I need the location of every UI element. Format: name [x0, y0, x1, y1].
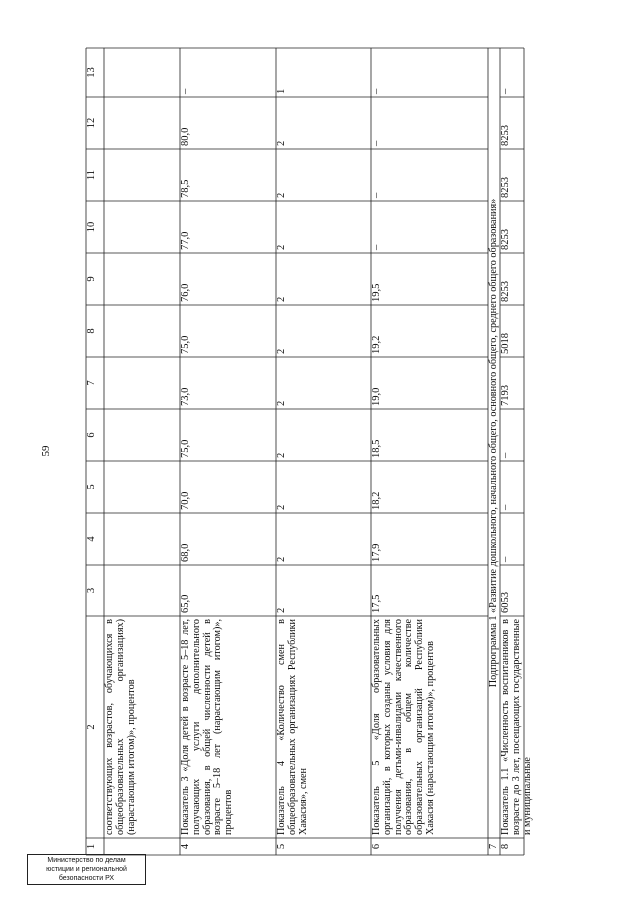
value-cell [104, 565, 180, 616]
indicator-value: 2 [276, 192, 287, 198]
indicator-value: 17,9 [371, 543, 382, 562]
indicator-name-cell [276, 616, 371, 838]
ministry-stamp [27, 854, 146, 885]
indicator-value: 8253 [500, 229, 511, 250]
value-cell [371, 357, 488, 409]
row-number-cell [104, 838, 180, 855]
indicator-value: – [500, 556, 511, 562]
header-cell [86, 565, 104, 616]
value-cell [276, 357, 371, 409]
indicator-value: – [180, 88, 191, 94]
indicator-value: 8253 [500, 281, 511, 302]
value-cell [180, 409, 276, 461]
value-cell [371, 565, 488, 616]
indicator-value: 17,5 [371, 594, 382, 613]
value-cell [104, 149, 180, 201]
value-cell [371, 305, 488, 357]
value-cell [104, 461, 180, 513]
value-cell [500, 461, 524, 513]
value-cell [180, 513, 276, 565]
header-label: 2 [86, 724, 97, 730]
indicator-value [105, 464, 181, 510]
indicator-value [105, 516, 181, 562]
header-cell [86, 305, 104, 357]
value-cell [371, 409, 488, 461]
value-cell [500, 357, 524, 409]
indicator-value [105, 360, 181, 406]
page-number: 59 [40, 445, 52, 457]
value-cell [180, 48, 276, 97]
indicator-value: 73,0 [180, 387, 191, 406]
header-cell [86, 409, 104, 461]
header-cell [86, 253, 104, 305]
indicator-name: Показатель 3 «Доля детей в возрасте 5–18 лет, получающих услуги дополнительного образования, в общей численности детей в возрасте 5–18 лет (нарастающим итогом)», процентов [180, 619, 235, 835]
header-label: 11 [86, 169, 97, 181]
value-cell [371, 97, 488, 149]
value-cell [276, 201, 371, 253]
indicator-value: 2 [276, 140, 287, 146]
indicators-table [86, 48, 533, 855]
indicator-value: 78,5 [180, 179, 191, 198]
header-label: 7 [86, 380, 97, 386]
row-number: 8 [500, 843, 511, 850]
section-title-cell [488, 48, 500, 838]
header-cell [86, 838, 104, 855]
header-label: 12 [86, 117, 97, 129]
indicator-value [105, 308, 181, 354]
header-label: 1 [86, 843, 97, 850]
indicator-name-cell [104, 616, 180, 838]
header-cell [86, 461, 104, 513]
value-cell [276, 565, 371, 616]
value-cell [104, 409, 180, 461]
header-cell [86, 513, 104, 565]
row-number-cell [500, 838, 524, 855]
header-cell [86, 357, 104, 409]
indicator-value: 2 [276, 400, 287, 406]
header-cell [86, 616, 104, 838]
section-title: Подпрограмма 1 «Развитие дошкольного, начального общего, основного общего, среднего общего образования» [488, 198, 499, 688]
indicator-value: – [371, 88, 382, 94]
indicator-value: 2 [276, 348, 287, 354]
indicator-value [105, 412, 181, 458]
value-cell [371, 513, 488, 565]
indicator-value: 19,0 [371, 387, 382, 406]
value-cell [180, 149, 276, 201]
header-label: 4 [86, 536, 97, 542]
indicator-name-cell [371, 616, 488, 838]
value-cell [180, 97, 276, 149]
value-cell [104, 305, 180, 357]
indicator-value: 80,0 [180, 127, 191, 146]
indicator-value: 6053 [500, 592, 511, 613]
indicator-value: 19,5 [371, 283, 382, 302]
indicator-value: 75,0 [180, 335, 191, 354]
value-cell [180, 201, 276, 253]
indicator-value: 70,0 [180, 491, 191, 510]
value-cell [276, 305, 371, 357]
stamp-line: Министерство по делам [47, 857, 126, 864]
value-cell [104, 97, 180, 149]
value-cell [371, 48, 488, 97]
indicator-name: соответствующих возрастов, обучающихся в общеобразовательных организациях) (нарастающим итогом)», процентов [104, 619, 137, 835]
indicator-value: – [371, 140, 382, 146]
header-cell [86, 201, 104, 253]
value-cell [500, 513, 524, 565]
row-number-cell [180, 838, 276, 855]
indicator-name-cell [500, 616, 533, 838]
indicator-value: 19,2 [371, 335, 382, 354]
indicator-value: 8253 [500, 177, 511, 198]
row-number: 6 [371, 843, 382, 850]
header-cell [86, 48, 104, 97]
indicator-value [105, 256, 181, 302]
value-cell [276, 253, 371, 305]
indicator-value: 75,0 [180, 439, 191, 458]
value-cell [276, 409, 371, 461]
value-cell [104, 201, 180, 253]
value-cell [276, 97, 371, 149]
row-number: 5 [276, 843, 287, 850]
value-cell [500, 253, 524, 305]
value-cell [276, 461, 371, 513]
indicator-value: 8253 [500, 125, 511, 146]
indicator-value: – [500, 88, 511, 94]
row-number-cell [488, 838, 500, 855]
indicator-name: Показатель 1.1 «Численность воспитанников в возрасте до 3 лет, посещающих государственные и муниципальные [500, 619, 533, 835]
row-number: 7 [488, 843, 499, 850]
value-cell [371, 253, 488, 305]
value-cell [104, 253, 180, 305]
indicator-value [105, 204, 181, 250]
indicator-value: 2 [276, 244, 287, 250]
indicator-value [105, 568, 181, 613]
value-cell [371, 149, 488, 201]
header-cell [86, 97, 104, 149]
row-number [105, 838, 181, 855]
value-cell [180, 357, 276, 409]
indicator-value: – [371, 192, 382, 198]
value-cell [180, 253, 276, 305]
indicator-name: Показатель 5 «Доля образовательных организаций, в которых созданы условия для получения детьми-инвалидами качественного образования, в общем количестве образовательных организаций Республики Хакасия (нарастающим итогом)», процентов [371, 619, 436, 835]
indicator-name: Показатель 4 «Количество смен в общеобразовательных организациях Республики Хакасия», смен [276, 619, 309, 835]
value-cell [276, 48, 371, 97]
header-label: 6 [86, 432, 97, 438]
indicator-value: 2 [276, 452, 287, 458]
indicator-value: 65,0 [180, 594, 191, 613]
indicator-value: 18,2 [371, 491, 382, 510]
value-cell [371, 461, 488, 513]
indicator-value: – [500, 452, 511, 458]
indicator-value [105, 51, 181, 94]
indicator-value [105, 100, 181, 146]
row-number: 4 [180, 843, 191, 850]
value-cell [180, 565, 276, 616]
indicator-value [105, 152, 181, 198]
indicator-value: 5018 [500, 333, 511, 354]
row-number-cell [276, 838, 371, 855]
value-cell [180, 461, 276, 513]
value-cell [371, 201, 488, 253]
value-cell [104, 357, 180, 409]
indicator-value: 2 [276, 556, 287, 562]
value-cell [500, 565, 524, 616]
stamp-line: безопасности РХ [58, 875, 115, 882]
value-cell [500, 97, 524, 149]
value-cell [104, 513, 180, 565]
stamp-line: юстиции и региональной [46, 866, 127, 873]
indicator-value: 76,0 [180, 283, 191, 302]
header-label: 13 [86, 67, 97, 78]
indicator-name-cell [180, 616, 276, 838]
indicator-value: – [371, 244, 382, 250]
value-cell [180, 305, 276, 357]
value-cell [276, 149, 371, 201]
indicator-value: 2 [276, 504, 287, 510]
header-label: 3 [86, 587, 97, 594]
value-cell [500, 149, 524, 201]
value-cell [276, 513, 371, 565]
value-cell [500, 201, 524, 253]
value-cell [500, 409, 524, 461]
value-cell [500, 305, 524, 357]
header-label: 5 [86, 484, 97, 490]
header-label: 10 [86, 221, 97, 233]
indicator-value: 68,0 [180, 543, 191, 562]
row-number-cell [371, 838, 488, 855]
header-label: 8 [86, 328, 97, 334]
header-label: 9 [86, 276, 97, 282]
indicator-value: 2 [276, 607, 287, 613]
indicator-value: 18,5 [371, 439, 382, 458]
indicator-value: 2 [276, 296, 287, 302]
header-cell [86, 149, 104, 201]
indicator-value: 1 [276, 88, 287, 94]
indicator-value: 7193 [500, 385, 511, 406]
value-cell [500, 48, 524, 97]
indicator-value: – [500, 504, 511, 510]
indicator-value: 77,0 [180, 231, 191, 250]
value-cell [104, 48, 180, 97]
